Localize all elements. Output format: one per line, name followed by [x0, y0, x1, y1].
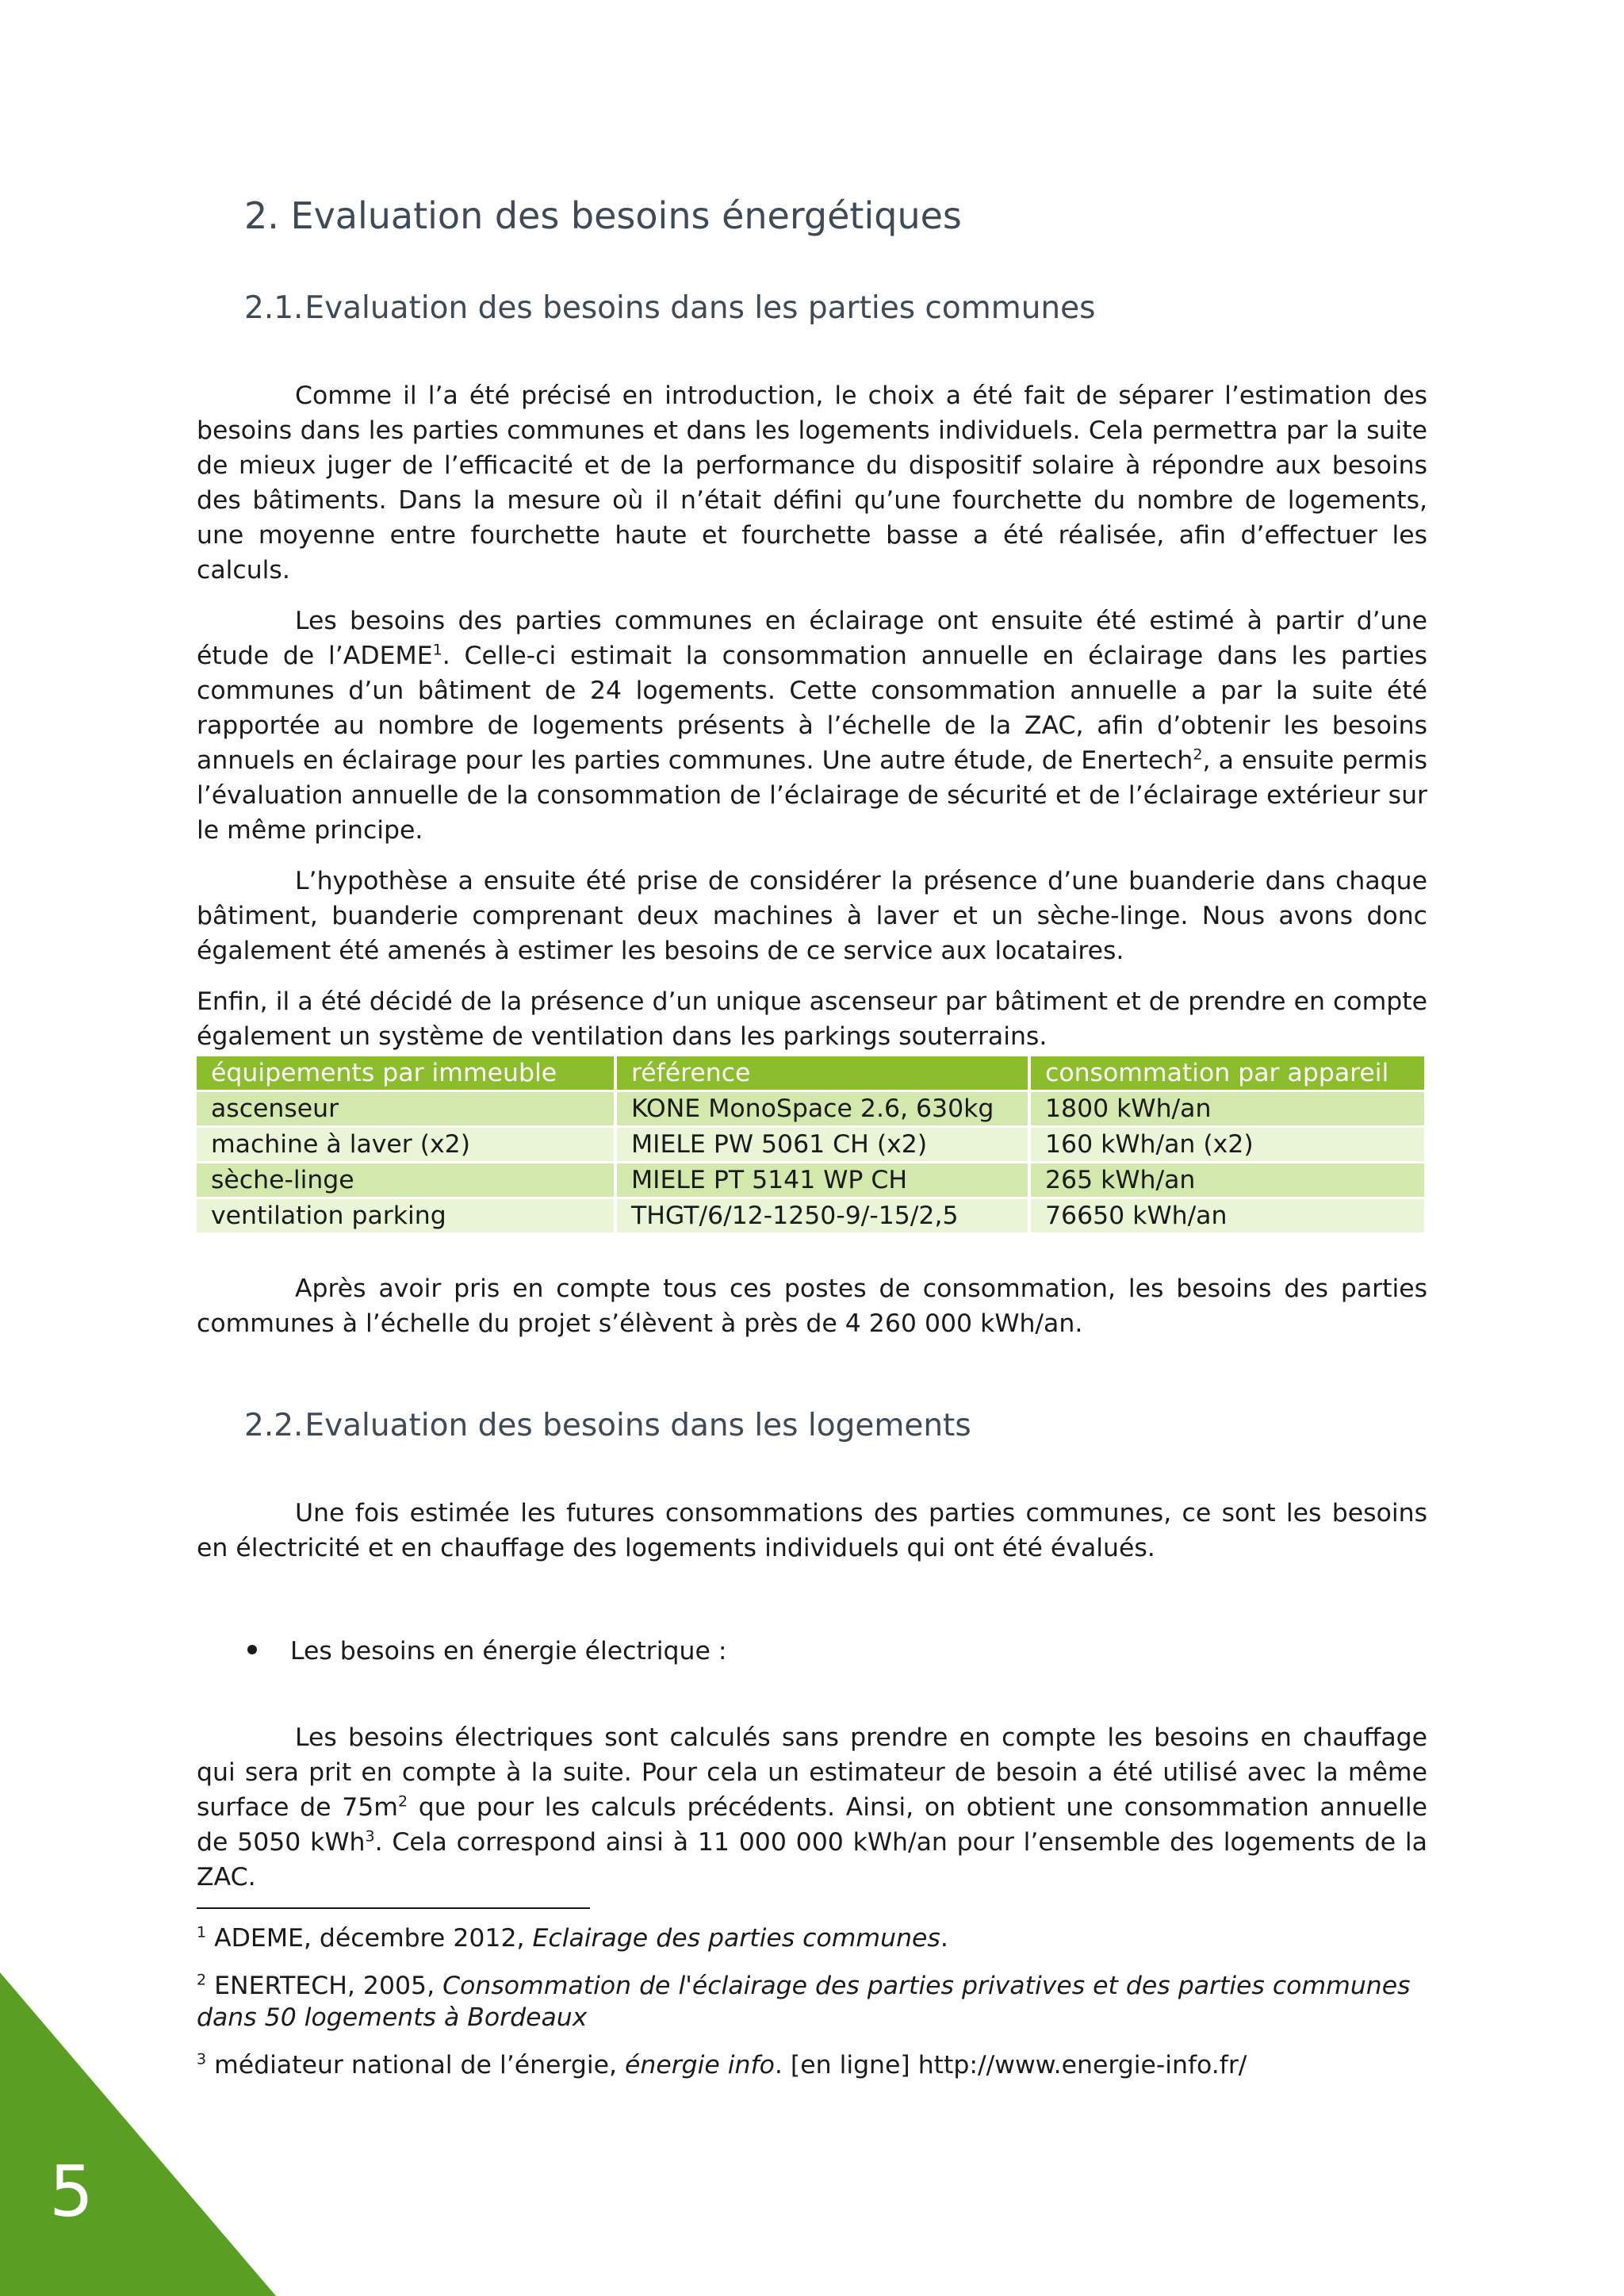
footnote: $^2$ ENERTECH, 2005, Consommation de l'éclairage des parties privatives et des parties communes dans 50 logements à Bordeaux [197, 1971, 1411, 2032]
corner-triangle-decoration [0, 1972, 276, 2296]
table-cell: MIELE PT 5141 WP CH [615, 1163, 1029, 1198]
subsection-title: Evaluation des besoins dans les logements [304, 1408, 971, 1443]
bullet-item [247, 1634, 726, 1669]
table-cell: machine à laver (x2) [197, 1127, 615, 1163]
table-cell: THGT/6/12-1250-9/-15/2,5 [615, 1198, 1029, 1234]
page-number: 5 [49, 2151, 94, 2233]
footnote-ref[interactable]: 3 [365, 1827, 375, 1846]
footnote-separator [197, 1907, 590, 1909]
column-header: consommation par appareil [1029, 1056, 1426, 1091]
subsection-heading-2-2 [244, 1408, 971, 1443]
table-cell: sèche-linge [197, 1163, 615, 1198]
subsection-2-2-intro [197, 1496, 1427, 1566]
paragraph: Comme il l’a été précisé en introduction, le choix a été fait de séparer l’estimation des besoins dans les parties communes et dans les logements individuels. Cela permettra par la suite de mieux juger de l’efficacité et de la performance du dispositif solaire à répondre aux besoins des bâtiments. Dans la mesure où il n’était défini qu’une fourchette du nombre de logements, une moyenne entre fourchette haute et fourchette basse a été réalisée, afin d’effectuer les calculs. [197, 381, 1427, 585]
table-cell: 1800 kWh/an [1029, 1091, 1426, 1127]
table-cell: KONE MonoSpace 2.6, 630kg [615, 1091, 1029, 1127]
table-header-row [197, 1056, 1426, 1091]
paragraph: Enfin, il a été décidé de la présence d’un unique ascenseur par bâtiment et de prendre en compte également un système de ventilation dans les parkings souterrains. [197, 987, 1427, 1051]
footnote-ref[interactable]: 2 [1193, 746, 1203, 764]
table-row [197, 1198, 1426, 1234]
table-cell: 160 kWh/an (x2) [1029, 1127, 1426, 1163]
footnote: $^3$ médiateur national de l’énergie, énergie info. [en ligne] http://www.energie-info.fr/ [197, 2050, 1247, 2079]
table-row [197, 1127, 1426, 1163]
subsection-number: 2.1. [244, 290, 304, 326]
table-cell: ascenseur [197, 1091, 615, 1127]
green-triangle-shape [0, 1972, 276, 2296]
paragraph: Après avoir pris en compte tous ces postes de consommation, les besoins des parties communes à l’échelle du projet s’élèvent à près de 4 260 000 kWh/an. [197, 1274, 1427, 1338]
footnote-ref[interactable]: 1 [432, 641, 442, 659]
column-header: équipements par immeuble [197, 1056, 615, 1091]
subsection-2-1-conclusion [197, 1271, 1427, 1341]
table-cell: ventilation parking [197, 1198, 615, 1234]
bullet-icon [247, 1645, 257, 1654]
table-cell: 265 kWh/an [1029, 1163, 1426, 1198]
footnotes [197, 1922, 1427, 2097]
paragraph: Les besoins des parties communes en éclairage ont ensuite été estimé à partir d’une étude de l’ADEME$^1$. Celle-ci estimait la consommation annuelle en éclairage dans les parties communes d’un bâtiment de 24 logements. Cette consommation annuelle a par la suite été rapportée au nombre de logements présents à l’échelle de la ZAC, afin d’obtenir les besoins annuels en éclairage pour les parties communes. Une autre étude, de Enertech$^2$, a ensuite permis l’évaluation annuelle de la consommation de l’éclairage de sécurité et de l’éclairage extérieur sur le même principe. [197, 607, 1427, 845]
section-heading: 2. Evaluation des besoins énergétiques [244, 194, 962, 237]
bullet-text: Les besoins en énergie électrique : [290, 1637, 727, 1665]
equipment-table [197, 1056, 1427, 1235]
column-header: référence [615, 1056, 1029, 1091]
paragraph: Une fois estimée les futures consommations des parties communes, ce sont les besoins en électricité et en chauffage des logements individuels qui ont été évalués. [197, 1499, 1427, 1562]
subsection-number: 2.2. [244, 1408, 304, 1443]
paragraph: Les besoins électriques sont calculés sans prendre en compte les besoins en chauffage qui sera prit en compte à la suite. Pour cela un estimateur de besoin a été utilisé avec la même surface de $75m^2$ que pour les calculs précédents. Ainsi, on obtient une consommation annuelle de 5050 kWh$^3$. Cela correspond ainsi à 11 000 000 kWh/an pour l’ensemble des logements de la ZAC. [197, 1723, 1427, 1892]
table-row [197, 1163, 1426, 1198]
subsection-2-1-body [197, 378, 1427, 1054]
subsection-2-2-body [197, 1720, 1427, 1895]
footnote-link[interactable]: . [en ligne] http://www.energie-info.fr/ [774, 2051, 1247, 2079]
subsection-title: Evaluation des besoins dans les parties communes [304, 290, 1096, 326]
footnote: $^1$ ADEME, décembre 2012, Eclairage des parties communes. [197, 1923, 948, 1953]
table-cell: 76650 kWh/an [1029, 1198, 1426, 1234]
paragraph: L’hypothèse a ensuite été prise de considérer la présence d’une buanderie dans chaque bâtiment, buanderie comprenant deux machines à laver et un sèche-linge. Nous avons donc également été amenés à estimer les besoins de ce service aux locataires. [197, 867, 1427, 965]
superscript: 2 [397, 1792, 408, 1811]
table-cell: MIELE PW 5061 CH (x2) [615, 1127, 1029, 1163]
subsection-heading-2-1 [244, 290, 1095, 326]
table-row [197, 1091, 1426, 1127]
